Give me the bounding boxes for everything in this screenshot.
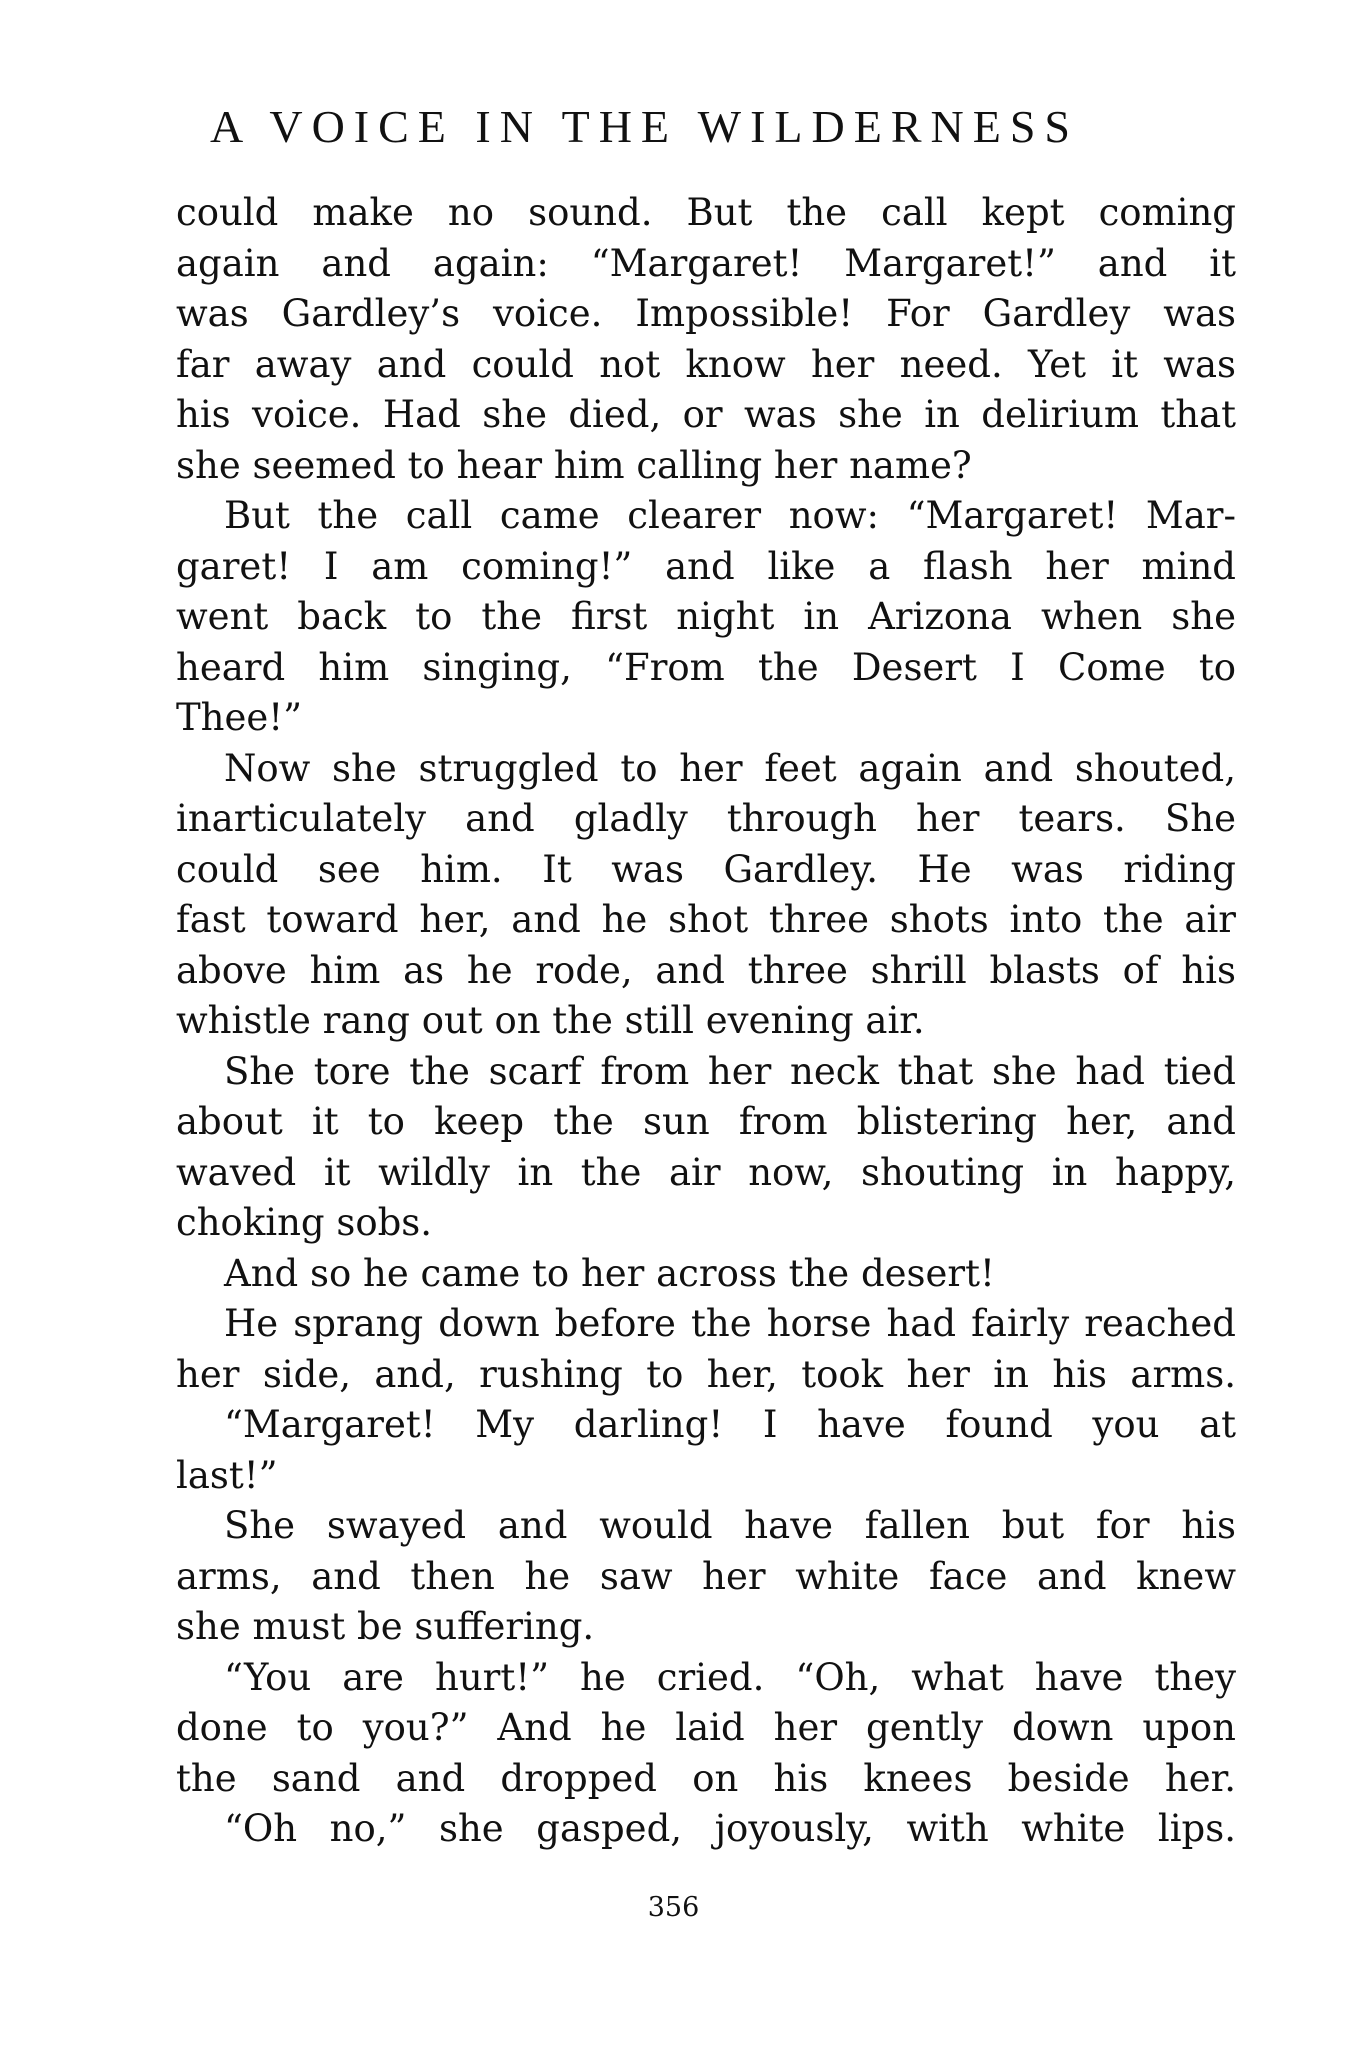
text-line: “Margaret! My darling! I have found you at	[224, 1403, 1236, 1446]
text-line: went back to the first night in Arizona when she	[176, 595, 1236, 638]
running-head: A VOICE IN THE WILDERNESS	[210, 101, 1079, 152]
text-line: arms, and then he saw her white face and knew	[176, 1554, 1236, 1598]
text-line: choking sobs.	[176, 1201, 433, 1244]
text-line: could see him. It was Gardley. He was riding	[176, 847, 1236, 891]
text-line: was Gardley’s voice. Impossible! For Gardley was	[176, 292, 1236, 335]
text-line: fast toward her, and he shot three shots into the air	[176, 898, 1236, 941]
text-line: she must be suffering.	[176, 1605, 595, 1648]
text-line: “Oh no,” she gasped, joyously, with white lips.	[224, 1807, 1236, 1850]
text-line: She tore the scarf from her neck that she had tied	[224, 1049, 1236, 1093]
text-line: heard him singing, “From the Desert I Come to	[176, 645, 1236, 689]
text-line: his voice. Had she died, or was she in delirium that	[176, 393, 1236, 436]
text-line: “You are hurt!” he cried. “Oh, what have they	[224, 1655, 1236, 1699]
text-line: She swayed and would have fallen but for his	[224, 1504, 1236, 1547]
text-line: the sand and dropped on his knees beside her.	[176, 1756, 1236, 1800]
text-line: could make no sound. But the call kept coming	[176, 191, 1236, 234]
text-line: last!”	[176, 1453, 278, 1497]
text-line: inarticulately and gladly through her tears. She	[176, 797, 1236, 840]
text-line: And so he came to her across the desert!	[224, 1251, 995, 1295]
text-line: Thee!”	[176, 696, 303, 739]
body-text	[176, 188, 1236, 1855]
text-line: whistle rang out on the still evening air.	[176, 999, 925, 1042]
text-line: He sprang down before the horse had fairly reached	[224, 1302, 1236, 1345]
text-line: But the call came clearer now: “Margaret! Mar-	[224, 494, 1236, 537]
text-line: she seemed to hear him calling her name?	[176, 443, 972, 487]
text-line: again and again: “Margaret! Margaret!” and it	[176, 241, 1236, 285]
page-number: 356	[647, 1892, 700, 1923]
text-line: Now she struggled to her feet again and shouted,	[224, 746, 1236, 790]
text-line: waved it wildly in the air now, shouting in happy,	[176, 1150, 1236, 1194]
text-line: her side, and, rushing to her, took her in his arms.	[176, 1352, 1236, 1396]
text-line: far away and could not know her need. Yet it was	[176, 342, 1236, 386]
text-line: garet! I am coming!” and like a flash her mind	[176, 544, 1236, 588]
text-line: above him as he rode, and three shrill blasts of his	[176, 948, 1236, 992]
text-line: about it to keep the sun from blistering her, and	[176, 1100, 1236, 1143]
text-line: done to you?” And he laid her gently down upon	[176, 1706, 1236, 1749]
